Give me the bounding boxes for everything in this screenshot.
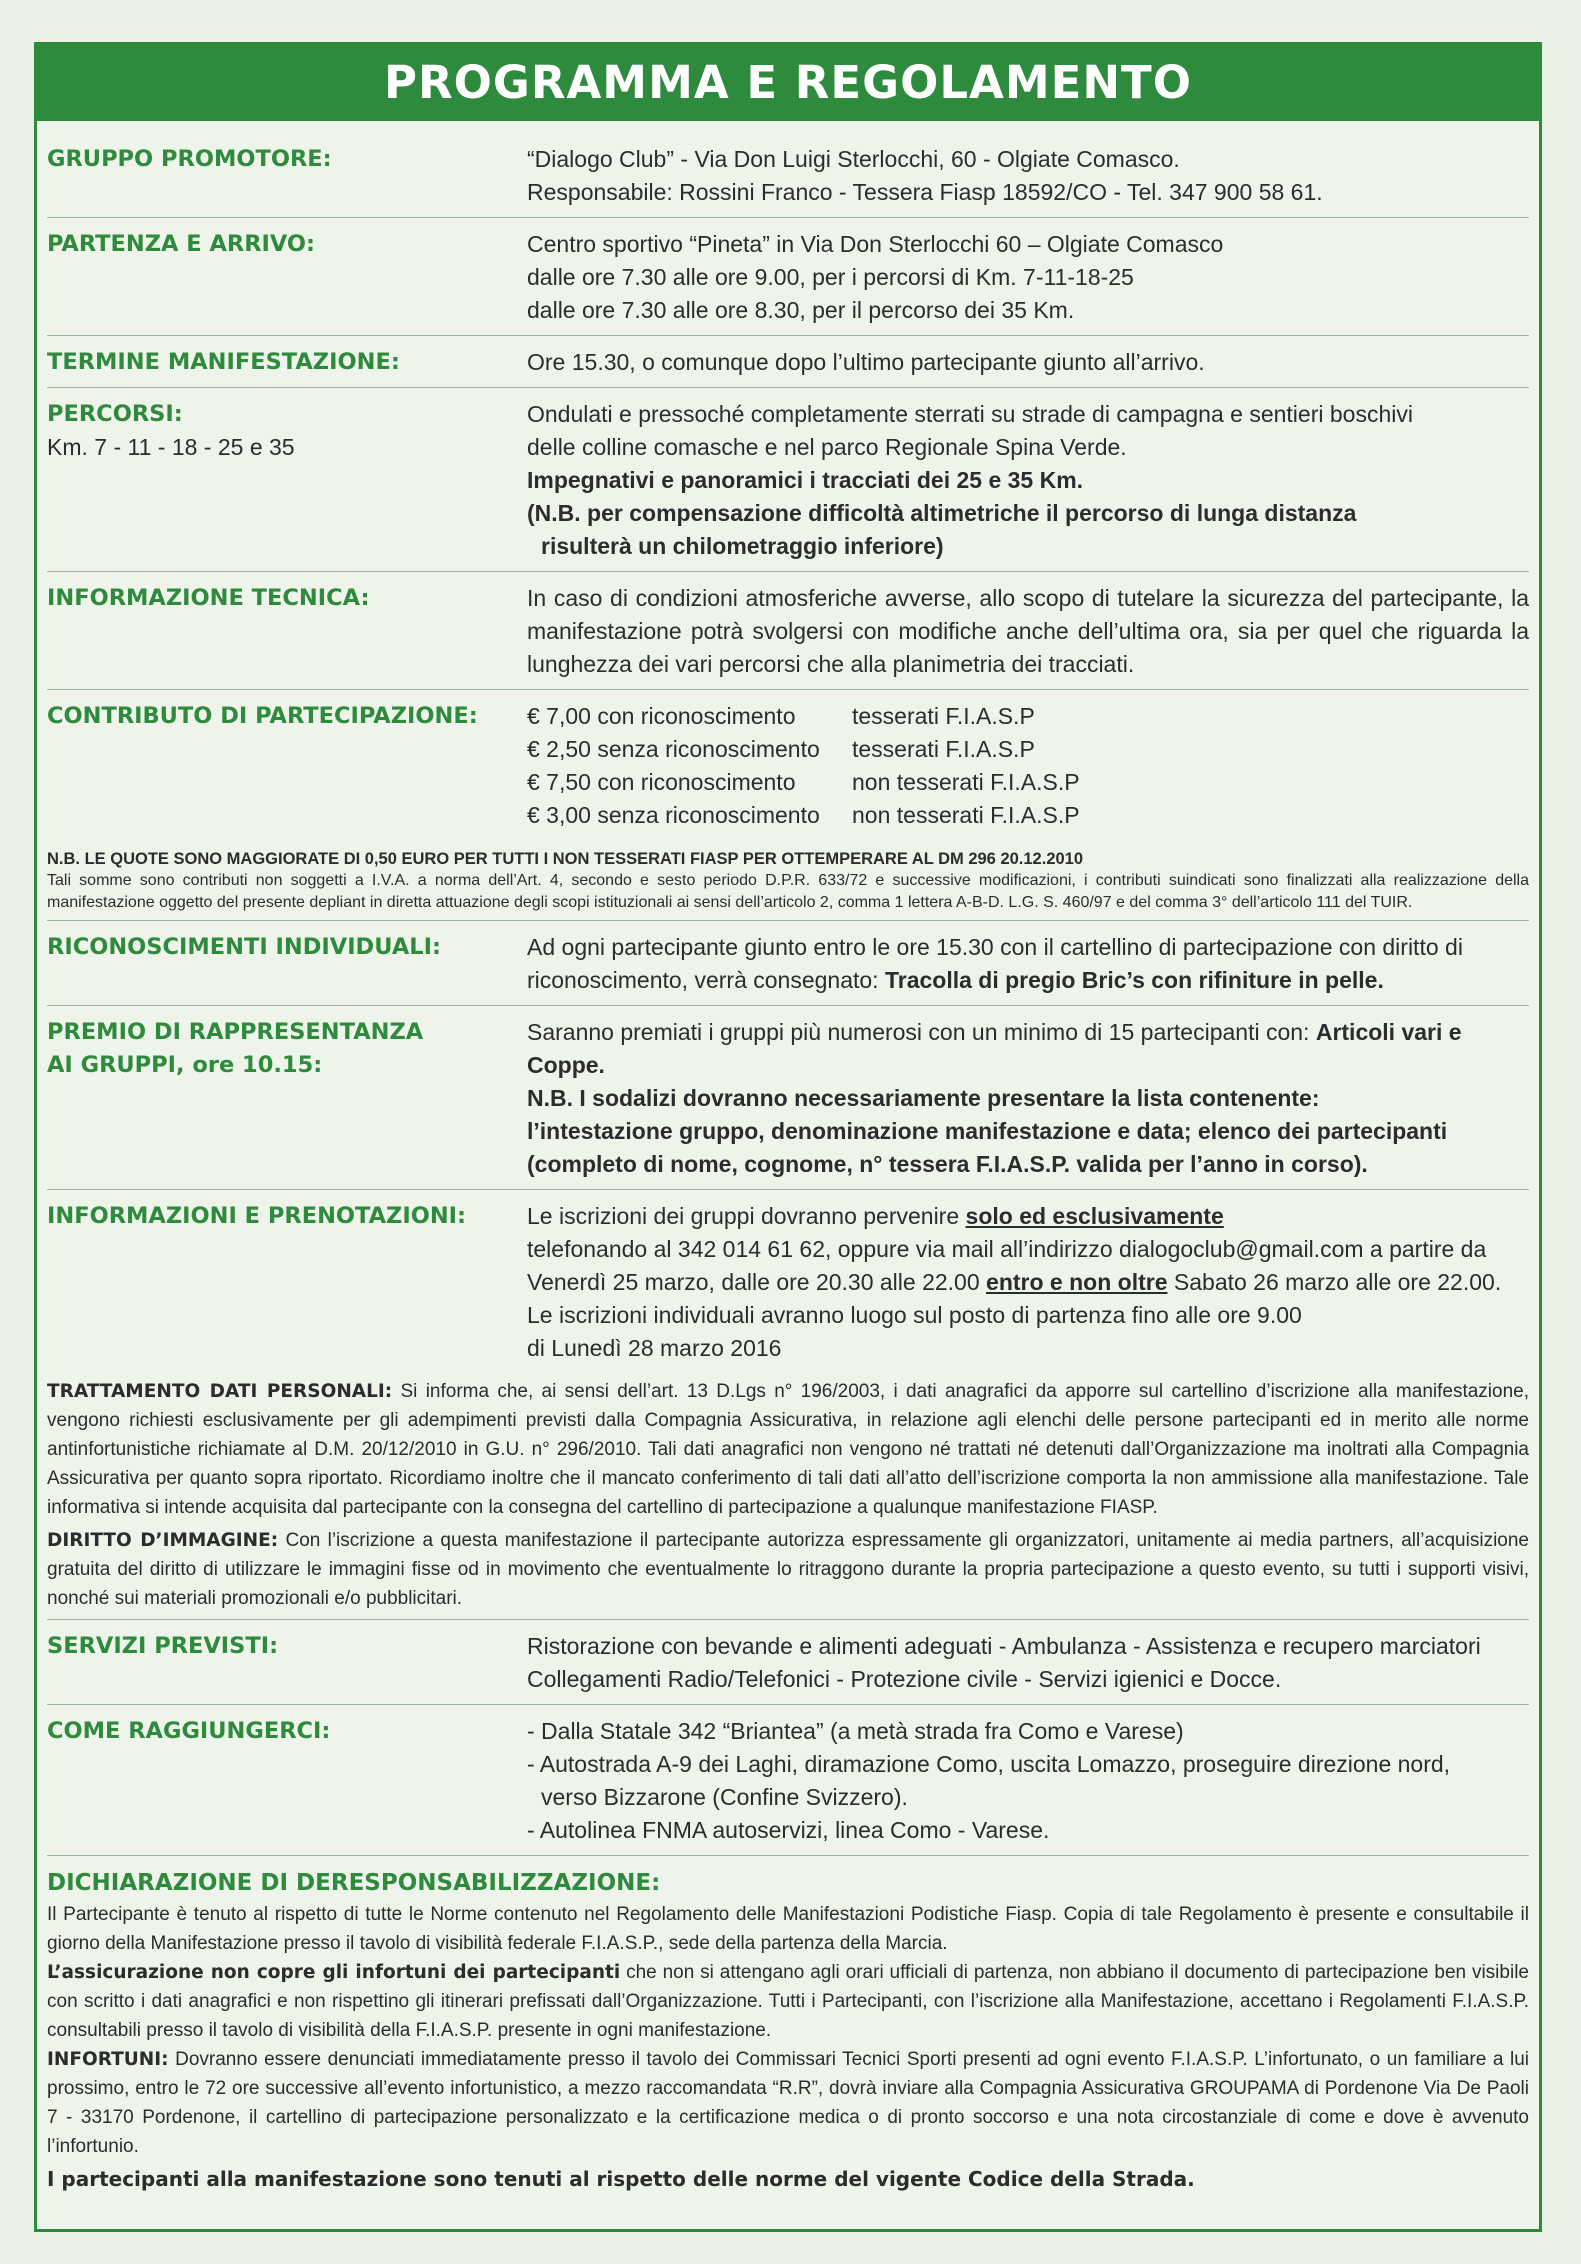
value-raggiungerci xyxy=(527,1715,1529,1847)
row-termine xyxy=(47,336,1529,388)
row-servizi xyxy=(47,1620,1529,1705)
raggiungerci-line-2: - Autostrada A-9 dei Laghi, diramazione Como, uscita Lomazzo, proseguire direzione nord, xyxy=(527,1751,1451,1777)
trattamento-text: Si informa che, ai sensi dell’art. 13 D.Lgs n° 196/2003, i dati anagrafici da apporre sul cartellino d’iscrizione alla manifestazione, vengono richiesti esclusivamente per gli adempimenti previsti dalla Compagnia Assicurativa, in relazione agli elenchi delle persone partecipanti ed in merito alle norme antinfortunistiche richiamate al D.M. 20/12/2010 in G.U. n° 296/2010. Tali dati anagrafici non vengono né trattati né detenuti dall’Organizzazione ma inoltrati alla Compagnia Assicurativa per quanto sopra riportato. Ricordiamo inoltre che il mancato conferimento di tali dati all’atto dell’iscrizione comporta la non ammissione alla manifestazione. Tale informativa si intende acquisita dal partecipante con la consegna del cartellino di partecipazione a qualunque manifestazione FIASP. xyxy=(47,1381,1530,1518)
fee-amount: € 3,00 senza riconoscimento xyxy=(527,802,820,828)
label-informazione-tecnica: INFORMAZIONE TECNICA: xyxy=(47,585,370,611)
percorsi-line-2: delle colline comasche e nel parco Regionale Spina Verde. xyxy=(527,434,1127,460)
label-partenza-arrivo: PARTENZA E ARRIVO: xyxy=(47,231,316,257)
premio-text: Saranno premiati i gruppi più numerosi con un minimo di 15 partecipanti con: xyxy=(527,1019,1316,1045)
percorsi-bold-2: (N.B. per compensazione difficoltà altimetriche il percorso di lunga distanza xyxy=(527,500,1357,526)
prenotazioni-t4: Sabato 26 marzo alle ore 22.00. xyxy=(1167,1269,1502,1295)
fee-who: tesserati F.I.A.S.P xyxy=(852,736,1035,762)
servizi-line-2: Collegamenti Radio/Telefonici - Protezione civile - Servizi igienici e Docce. xyxy=(527,1666,1282,1692)
riconoscimenti-bold: Tracolla di pregio Bric’s con rifiniture in pelle. xyxy=(884,967,1384,993)
partenza-line-3: dalle ore 7.30 alle ore 8.30, per il percorso dei 35 Km. xyxy=(527,297,1075,323)
prenotazioni-u2: entro e non oltre xyxy=(986,1269,1168,1295)
prenotazioni-t2: telefonando al 342 014 61 62, oppure via mail all’indirizzo dialogoclub@gmail.com a partire da xyxy=(527,1236,1487,1262)
prenotazioni-t1: Le iscrizioni dei gruppi dovranno pervenire xyxy=(527,1203,966,1229)
nb-quote-text: Tali somme sono contributi non soggetti a I.V.A. a norma dell’Art. 4, secondo e sesto periodo D.P.R. 633/72 e successive modificazioni, i contributi suindicati sono finalizzati alla realizzazione della manifestazione oggetto del presente depliant in diretta attuazione degli scopi istituzionali ai sensi dell’articolo 2, comma 1 lettera A-B-D. L.G. S. 460/97 e del comma 3° dell’articolo 111 del TUIR. xyxy=(47,872,1529,911)
premio-bold: Articoli vari e Coppe. xyxy=(527,1019,1462,1078)
value-servizi xyxy=(527,1630,1529,1696)
deresp-p1: Il Partecipante è tenuto al rispetto di tutte le Norme contenuto nel Regolamento delle Manifestazioni Podistiche Fiasp. Copia di tale Regolamento è presente e consultabile il giorno della Manifestazione presso il tavolo di visibilità federale F.I.A.S.P., sede della partenza della Marcia. xyxy=(47,1904,1529,1954)
label-prenotazioni: INFORMAZIONI E PRENOTAZIONI: xyxy=(47,1203,467,1229)
percorsi-bold-1: Impegnativi e panoramici i tracciati dei 25 e 35 Km. xyxy=(527,467,1084,493)
riconoscimenti-text: Ad ogni partecipante giunto entro le ore 15.30 con il cartellino di partecipazione con diritto di riconoscimento, verrà consegnato: xyxy=(527,934,1463,993)
row-riconoscimenti xyxy=(47,921,1529,1006)
deresp-title: DICHIARAZIONE DI DERESPONSABILIZZAZIONE: xyxy=(47,1870,661,1896)
label-termine: TERMINE MANIFESTAZIONE: xyxy=(47,349,400,375)
value-informazione-tecnica: In caso di condizioni atmosferiche avverse, allo scopo di tutelare la sicurezza del partecipante, la manifestazione potrà svolgersi con modifiche anche dell’ultima ora, sia per quel che riguarda la lunghezza dei vari percorsi che alla planimetria dei tracciati. xyxy=(527,585,1529,677)
raggiungerci-line-4: - Autolinea FNMA autoservizi, linea Como - Varese. xyxy=(527,1817,1050,1843)
regolamento-content xyxy=(47,133,1529,2195)
prenotazioni-t6: di Lunedì 28 marzo 2016 xyxy=(527,1335,782,1361)
premio-nb-2: l’intestazione gruppo, denominazione manifestazione e data; elenco dei partecipanti xyxy=(527,1118,1448,1144)
label-gruppo-promotore: GRUPPO PROMOTORE: xyxy=(47,146,332,172)
value-partenza-arrivo xyxy=(527,228,1529,327)
value-riconoscimenti xyxy=(527,931,1529,997)
label-contributo: CONTRIBUTO DI PARTECIPAZIONE: xyxy=(47,703,478,729)
page-title: PROGRAMMA E REGOLAMENTO xyxy=(37,45,1539,121)
percorsi-bold-3: risulterà un chilometraggio inferiore) xyxy=(541,533,944,559)
percorsi-title: PERCORSI: xyxy=(47,401,183,427)
servizi-line-1: Ristorazione con bevande e alimenti adeguati - Ambulanza - Assistenza e recupero marciatori xyxy=(527,1633,1481,1659)
trattamento-dati xyxy=(47,1373,1529,1522)
row-prenotazioni xyxy=(47,1190,1529,1373)
deresp-p2 xyxy=(47,1958,1529,2045)
fee-who: tesserati F.I.A.S.P xyxy=(852,703,1035,729)
nb-quote-caps: N.B. LE QUOTE SONO MAGGIORATE DI 0,50 EURO PER TUTTI I NON TESSERATI FIASP PER OTTEMPERARE AL DM 296 20.12.2010 xyxy=(47,850,1084,868)
deresp-final: I partecipanti alla manifestazione sono tenuti al rispetto delle norme del vigente Codice della Strada. xyxy=(47,2167,1195,2191)
premio-nb-3: (completo di nome, cognome, n° tessera F.I.A.S.P. valida per l’anno in corso). xyxy=(527,1151,1368,1177)
fee-who: non tesserati F.I.A.S.P xyxy=(852,769,1080,795)
deresp-kw3: INFORTUNI: xyxy=(47,2049,169,2070)
row-informazione-tecnica xyxy=(47,572,1529,690)
programma-frame xyxy=(34,42,1542,2232)
value-termine: Ore 15.30, o comunque dopo l’ultimo partecipante giunto all’arrivo. xyxy=(527,349,1205,375)
trattamento-kw: TRATTAMENTO DATI PERSONALI: xyxy=(47,1381,393,1402)
label-riconoscimenti: RICONOSCIMENTI INDIVIDUALI: xyxy=(47,934,441,960)
partenza-line-1: Centro sportivo “Pineta” in Via Don Sterlocchi 60 – Olgiate Comasco xyxy=(527,231,1224,257)
label-servizi: SERVIZI PREVISTI: xyxy=(47,1633,279,1659)
premio-label-2: AI GRUPPI, ore 10.15: xyxy=(47,1052,323,1078)
row-gruppo-promotore xyxy=(47,133,1529,218)
deresp-p3 xyxy=(47,2045,1529,2161)
value-contributo xyxy=(527,700,1529,832)
deresp-kw2: L’assicurazione non copre gli infortuni dei partecipanti xyxy=(47,1962,621,1983)
premio-label-1: PREMIO DI RAPPRESENTANZA xyxy=(47,1019,424,1045)
immagine-kw: DIRITTO D’IMMAGINE: xyxy=(47,1530,279,1551)
prenotazioni-t3: Venerdì 25 marzo, dalle ore 20.30 alle 22.00 xyxy=(527,1269,987,1295)
fee-table xyxy=(527,700,1529,832)
percorsi-distances: Km. 7 - 11 - 18 - 25 e 35 xyxy=(47,434,295,460)
row-partenza-arrivo xyxy=(47,218,1529,336)
label-raggiungerci: COME RAGGIUNGERCI: xyxy=(47,1718,331,1744)
raggiungerci-line-1: - Dalla Statale 342 “Briantea” (a metà strada fra Como e Varese) xyxy=(527,1718,1184,1744)
immagine-text: Con l’iscrizione a questa manifestazione il partecipante autorizza espressamente gli organizzatori, unitamente ai media partners, all’acquisizione gratuita del diritto di utilizzare le immagini fisse od in movimento che eventualmente lo ritraggono durante la propria partecipazione a questo evento, su tutti i supporti visivi, nonché sui materiali promozionali e/o pubblicitari. xyxy=(47,1530,1529,1609)
row-premio xyxy=(47,1006,1529,1190)
value-premio xyxy=(527,1016,1529,1181)
fee-who: non tesserati F.I.A.S.P xyxy=(852,802,1080,828)
value-percorsi xyxy=(527,398,1529,563)
gruppo-line-1: “Dialogo Club” - Via Don Luigi Sterlocchi, 60 - Olgiate Comasco. xyxy=(527,146,1180,172)
raggiungerci-line-3: verso Bizzarone (Confine Svizzero). xyxy=(541,1784,908,1810)
prenotazioni-u1: solo ed esclusivamente xyxy=(965,1203,1224,1229)
fee-amount: € 2,50 senza riconoscimento xyxy=(527,736,820,762)
deresp-p3-text: Dovranno essere denunciati immediatamente presso il tavolo dei Commissari Tecnici Sporti presenti ad ogni evento F.I.A.S.P. L’infortunato, o un familiare a lui prossimo, entro le 72 ore successive all’evento infortunistico, a mezzo raccomandata “R.R”, dovrà inviare alla Compagnia Assicurativa GROUPAMA di Pordenone Via De Paoli 7 - 33170 Pordenone, il cartellino di partecipazione personalizzato e la certificazione medica o di pronto soccorso e una nota circostanziale di come e dove è avvenuto l’infortunio. xyxy=(47,2049,1529,2157)
premio-nb-1: N.B. I sodalizi dovranno necessariamente presentare la lista contenente: xyxy=(527,1085,1320,1111)
label-percorsi xyxy=(47,398,527,563)
row-raggiungerci xyxy=(47,1705,1529,1856)
value-prenotazioni xyxy=(527,1200,1529,1365)
percorsi-line-1: Ondulati e pressoché completamente sterrati su strade di campagna e sentieri boschivi xyxy=(527,401,1413,427)
nb-quote xyxy=(47,840,1529,921)
deresp-p2-text: che non si attengano agli orari ufficiali di partenza, non abbiano il documento di partecipazione ben visibile con scritto i dati anagrafici e non rispettino gli itinerari prefissati dall’Organizzazione. Tutti i Partecipanti, con l’iscrizione alla Manifestazione, accettano i Regolamenti F.I.A.S.P. consultabili presso il tavolo di visibilità della F.I.A.S.P. presente in ogni manifestazione. xyxy=(47,1962,1529,2041)
prenotazioni-t5: Le iscrizioni individuali avranno luogo sul posto di partenza fino alle ore 9.00 xyxy=(527,1302,1302,1328)
fee-amount: € 7,00 con riconoscimento xyxy=(527,703,796,729)
partenza-line-2: dalle ore 7.30 alle ore 9.00, per i percorsi di Km. 7-11-18-25 xyxy=(527,264,1134,290)
row-contributo xyxy=(47,690,1529,840)
diritto-immagine xyxy=(47,1522,1529,1620)
label-premio xyxy=(47,1016,527,1181)
row-percorsi xyxy=(47,388,1529,572)
fee-amount: € 7,50 con riconoscimento xyxy=(527,769,796,795)
gruppo-line-2: Responsabile: Rossini Franco - Tessera Fiasp 18592/CO - Tel. 347 900 58 61. xyxy=(527,179,1323,205)
value-gruppo-promotore xyxy=(527,143,1529,209)
